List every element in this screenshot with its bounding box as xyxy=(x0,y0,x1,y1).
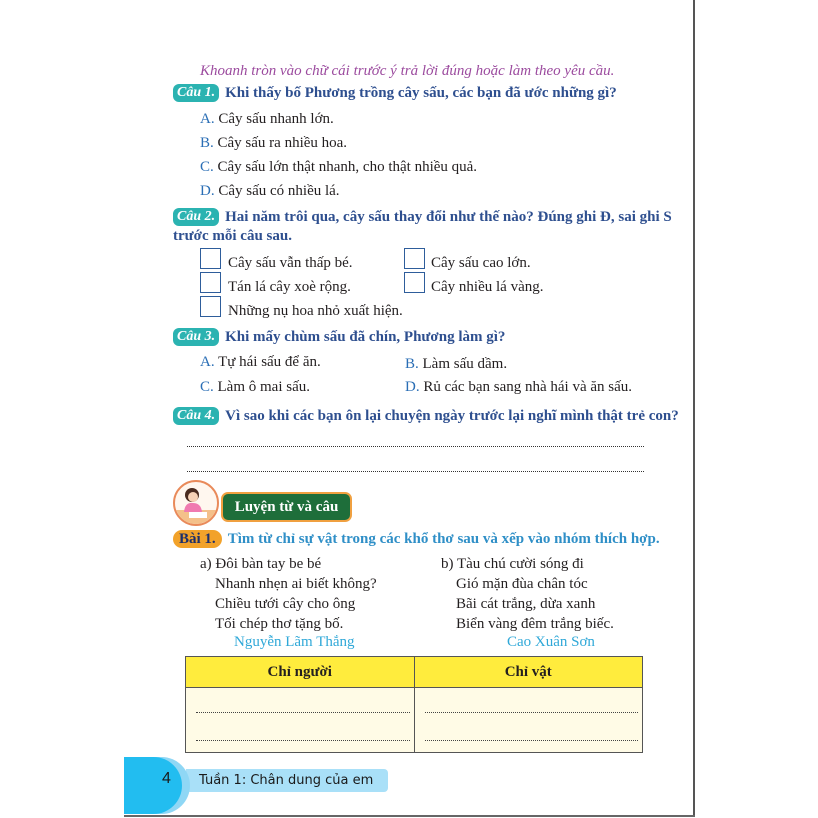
page-tab xyxy=(124,757,182,814)
option-text: Cây sấu ra nhiều hoa. xyxy=(213,135,348,151)
exercise-text: Tìm từ chỉ sự vật trong các khổ thơ sau và xếp vào nhóm thích hợp. xyxy=(227,530,660,547)
checkbox-label: Tán lá cây xoè rộng. xyxy=(228,279,351,295)
option-letter: D. xyxy=(405,379,420,395)
question-badge: Câu 4. xyxy=(173,407,219,425)
option-letter: C. xyxy=(200,159,214,175)
option-letter: B. xyxy=(200,135,214,151)
option-b[interactable] xyxy=(405,356,507,373)
page-border-bottom xyxy=(124,815,695,817)
answer-line[interactable] xyxy=(196,740,410,741)
poem-line: a) Đôi bàn tay be bé xyxy=(200,556,322,572)
question-badge: Câu 1. xyxy=(173,84,219,102)
exercise-badge: Bài 1. xyxy=(173,530,222,548)
question-text: Hai năm trôi qua, cây sấu thay đổi như thế nào? Đúng ghi Đ, sai ghi S xyxy=(225,208,672,225)
checkbox-3[interactable] xyxy=(200,272,221,293)
instruction-text: Khoanh tròn vào chữ cái trước ý trả lời đúng hoặc làm theo yêu cầu. xyxy=(200,63,615,79)
poem-author: Nguyễn Lãm Thắng xyxy=(234,634,355,650)
poem-line: Gió mặn đùa chân tóc xyxy=(456,576,588,592)
question-4 xyxy=(173,407,679,425)
checkbox-label: Cây sấu cao lớn. xyxy=(431,255,531,271)
table-header-people: Chỉ người xyxy=(186,657,415,688)
option-d[interactable] xyxy=(405,379,632,396)
poem-line: Biển vàng đêm trắng biếc. xyxy=(456,616,614,632)
option-b[interactable] xyxy=(200,135,347,152)
chapter-label: Tuần 1: Chân dung của em xyxy=(186,769,388,792)
option-text: Tự hái sấu để ăn. xyxy=(214,354,321,370)
exercise-1 xyxy=(173,530,660,548)
option-text: Cây sấu nhanh lớn. xyxy=(214,111,334,127)
poem-line: Nhanh nhẹn ai biết không? xyxy=(215,576,377,592)
question-2 xyxy=(173,208,672,226)
question-badge: Câu 2. xyxy=(173,208,219,226)
answer-line[interactable] xyxy=(196,712,410,713)
checkbox-5[interactable] xyxy=(200,296,221,317)
question-text: Khi mấy chùm sấu đã chín, Phương làm gì? xyxy=(225,328,506,345)
poem-b xyxy=(441,554,614,634)
checkbox-4[interactable] xyxy=(404,272,425,293)
question-badge: Câu 3. xyxy=(173,328,219,346)
checkbox-label: Những nụ hoa nhỏ xuất hiện. xyxy=(228,303,403,319)
option-text: Làm ô mai sấu. xyxy=(213,379,310,395)
option-letter: D. xyxy=(200,183,215,199)
option-c[interactable] xyxy=(200,379,310,396)
poem-line: Bãi cát trắng, dừa xanh xyxy=(456,596,596,612)
page-number: 4 xyxy=(162,770,171,787)
option-a[interactable] xyxy=(200,354,321,371)
checkbox-label: Cây sấu vẫn thấp bé. xyxy=(228,255,353,271)
option-text: Cây sấu lớn thật nhanh, cho thật nhiều quả. xyxy=(213,159,478,175)
answer-cell-people[interactable] xyxy=(186,688,415,753)
page-border-right xyxy=(693,0,695,817)
option-text: Cây sấu có nhiều lá. xyxy=(214,183,340,199)
section-title: Luyện từ và câu xyxy=(221,492,352,522)
checkbox-1[interactable] xyxy=(200,248,221,269)
girl-writing-avatar xyxy=(173,480,219,526)
question-text: Vì sao khi các bạn ôn lại chuyện ngày trước lại nghĩ mình thật trẻ con? xyxy=(225,407,679,424)
option-letter: B. xyxy=(405,356,419,372)
poem-line: Tối chép thơ tặng bố. xyxy=(215,616,344,632)
answer-line-2[interactable] xyxy=(187,471,644,472)
answer-cell-things[interactable] xyxy=(414,688,643,753)
table-header-things: Chỉ vật xyxy=(414,657,643,688)
girl-writing-icon xyxy=(175,482,217,524)
option-d[interactable] xyxy=(200,183,340,200)
answer-line[interactable] xyxy=(425,712,639,713)
question-text: Khi thấy bố Phương trồng cây sấu, các bạn đã ước những gì? xyxy=(225,84,617,101)
option-letter: A. xyxy=(200,111,215,127)
poem-author: Cao Xuân Sơn xyxy=(507,634,595,650)
option-text: Làm sấu dầm. xyxy=(418,356,508,372)
poem-line: Chiều tưới cây cho ông xyxy=(215,596,356,612)
question-3 xyxy=(173,328,505,346)
checkbox-label: Cây nhiều lá vàng. xyxy=(431,279,544,295)
option-letter: A. xyxy=(200,354,215,370)
poem-line: b) Tàu chú cười sóng đi xyxy=(441,556,584,572)
poem-a xyxy=(200,554,377,634)
answer-line[interactable] xyxy=(425,740,639,741)
classification-table xyxy=(185,656,643,753)
option-c[interactable] xyxy=(200,159,477,176)
question-1 xyxy=(173,84,617,102)
answer-line-1[interactable] xyxy=(187,446,644,447)
checkbox-2[interactable] xyxy=(404,248,425,269)
option-letter: C. xyxy=(200,379,214,395)
question-text-continued: trước mỗi câu sau. xyxy=(173,228,292,244)
option-a[interactable] xyxy=(200,111,334,128)
option-text: Rủ các bạn sang nhà hái và ăn sấu. xyxy=(419,379,633,395)
